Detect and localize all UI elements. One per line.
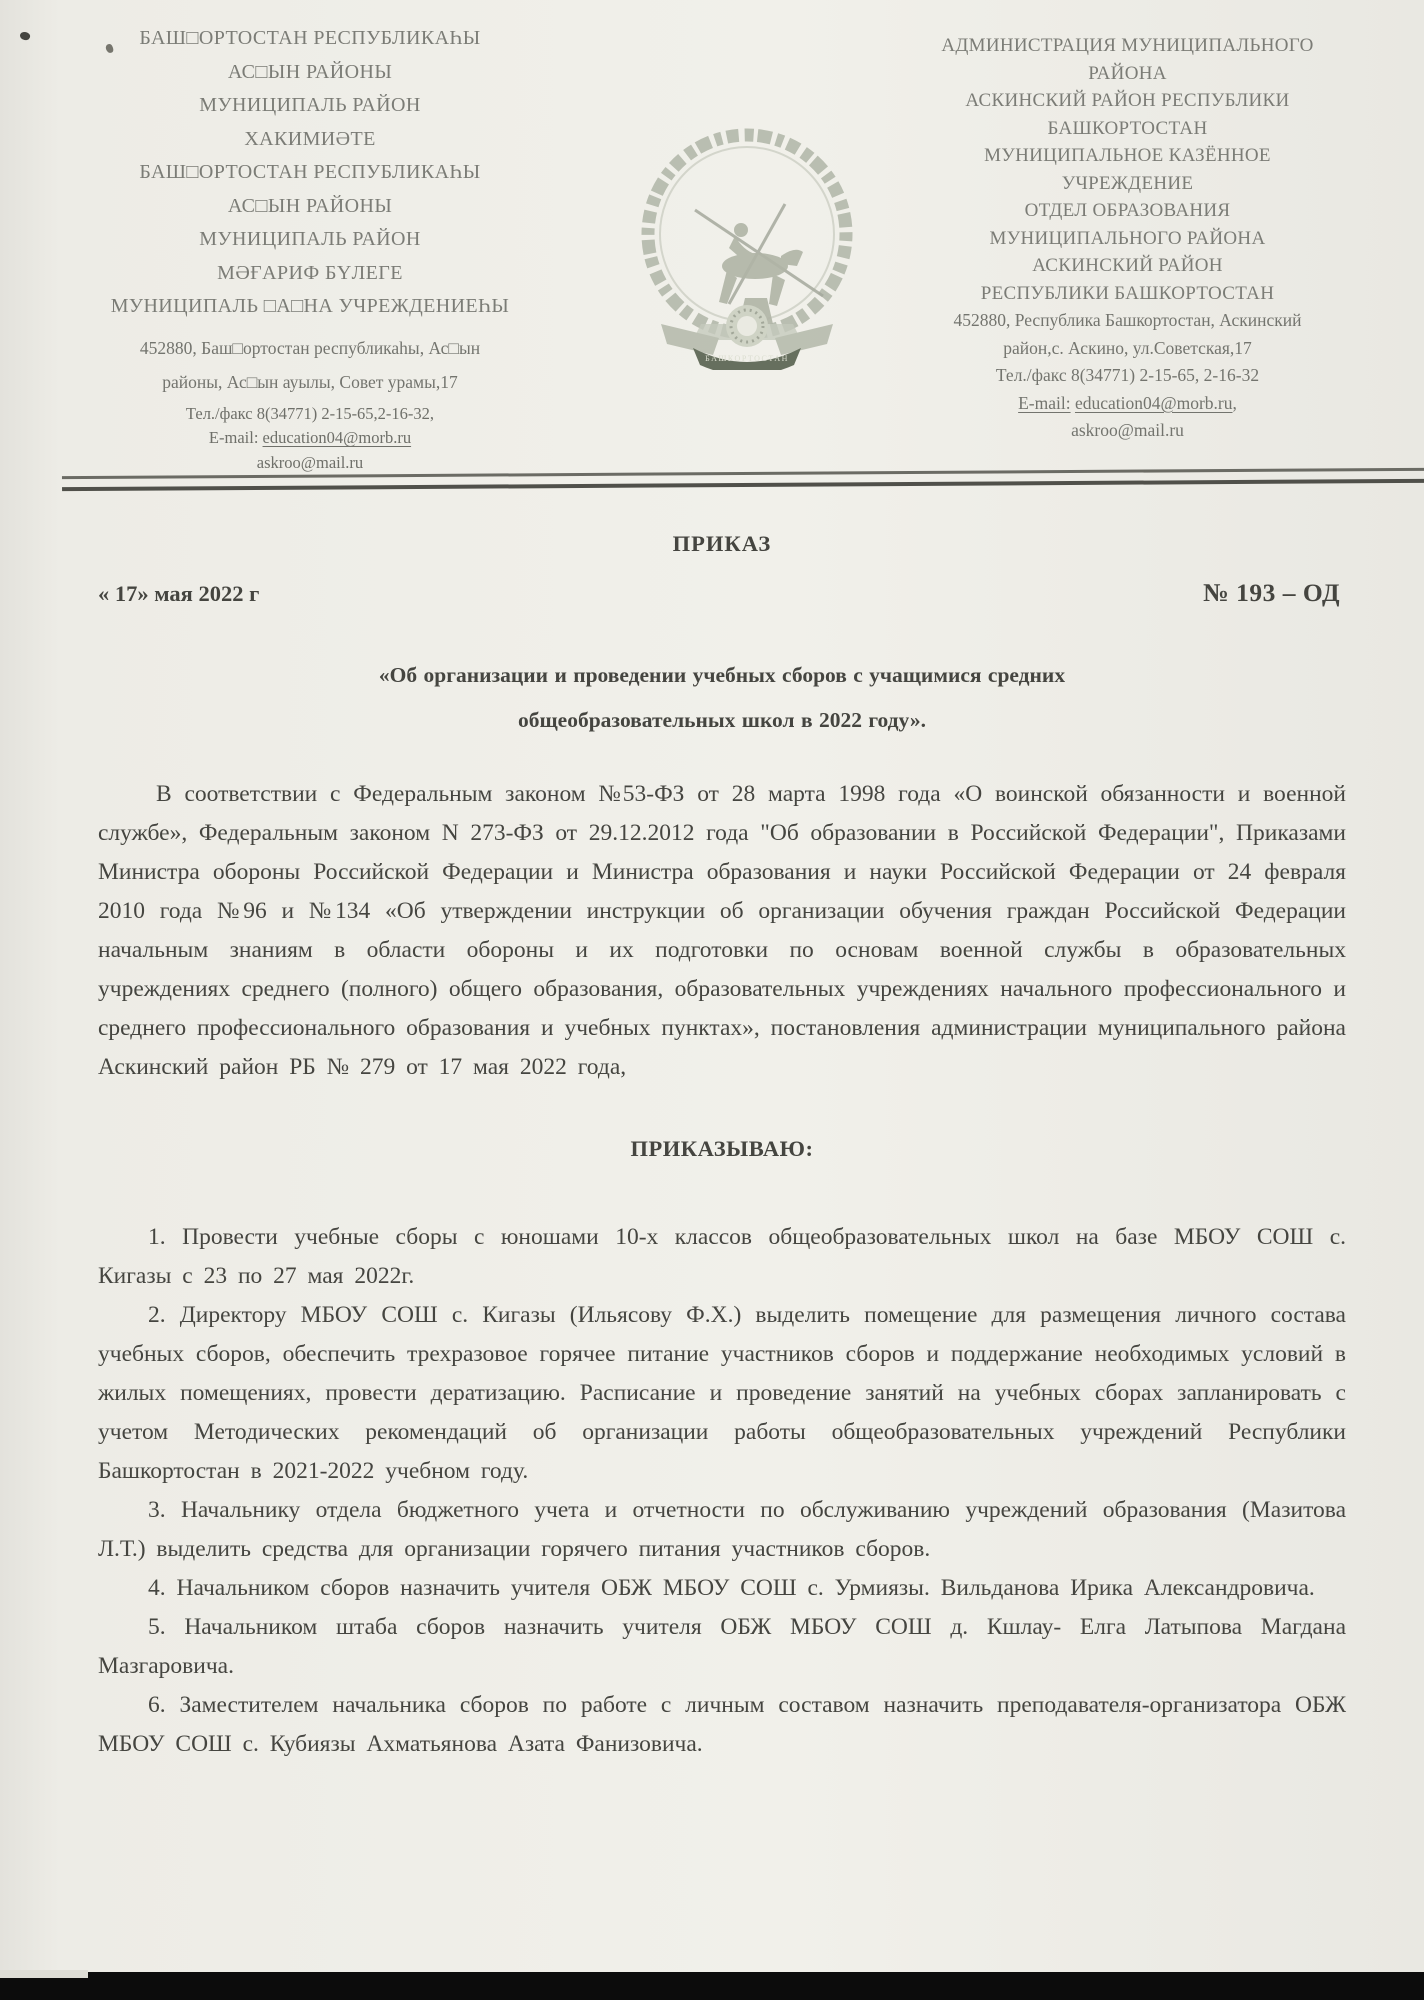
email-label: E-mail:	[208, 428, 263, 447]
document-type-title: ПРИКАЗ	[672, 531, 772, 556]
letterhead-line: БАШ□ОРТОСТАН РЕСПУБЛИКАҺЫ	[139, 27, 481, 49]
address-line: 452880, Баш□ортостан республикаһы, Ас□ын	[139, 337, 481, 358]
date-number-row	[98, 573, 1346, 613]
letterhead-line: АС□ЫН РАЙОНЫ	[227, 194, 393, 217]
order-item: 4. Начальником сборов назначить учителя ОБЖ МБОУ СОШ с. Урмиязы. Вильданова Ирика Александровича.	[148, 1575, 1315, 1601]
address-line: 452880, Республика Башкортостан, Аскинский	[953, 310, 1302, 330]
order-item: 6. Заместителем начальника сборов по работе с личным составом назначить преподавателя-организатора ОБЖ МБОУ СОШ с. Кубиязы Ахматьянова Азата Фанизовича.	[98, 1692, 1346, 1757]
order-item: 3. Начальнику отдела бюджетного учета и отчетности по обслуживанию учреждений образования (Мазитова Л.Т.) выделить средства для организации горячего питания участников сборов.	[98, 1497, 1346, 1562]
letterhead-line: МУНИЦИПАЛЬ РАЙОН	[199, 94, 421, 116]
phone-line: Тел./факс 8(34771) 2-15-65, 2-16-32	[995, 365, 1260, 385]
letterhead-line: ХАКИМИӘТЕ	[244, 127, 376, 150]
scan-edge-wedge	[0, 1970, 88, 1978]
letterhead-line: БАШКОРТОСТАН	[1047, 117, 1208, 139]
letterhead-line: БАШ□ОРТОСТАН РЕСПУБЛИКАҺЫ	[139, 161, 481, 183]
letterhead-bashkir	[92, 22, 528, 475]
subject-line: общеобразовательных школ в 2022 году».	[518, 708, 926, 732]
letterhead-line: МУНИЦИПАЛЬ □А□НА УЧРЕЖДЕНИЕҺЫ	[110, 295, 510, 317]
letterhead-line: АСКИНСКИЙ РАЙОН	[1032, 255, 1223, 276]
order-preamble: В соответствии с Федеральным законом №53-ФЗ от 28 марта 1998 года «О воинской обязанности и военной службе», Федеральным законом N 273-ФЗ от 29.12.2012 года "Об образовании в Российской Федерации", Приказами Министра обороны Российской Федерации и Министра образования и науки Российской Федерации от 24 февраля 2010 года №96 и №134 «Об утверждении инструкции об организации обучения граждан Российской Федерации начальным знаниям в области обороны и их подготовки по основам военной службы в образовательных учреждениях среднего (полного) общего образования, образовательных учреждениях начального профессионального и среднего профессионального образования и учебных пунктах», постановления администрации муниципального района Аскинский район РБ № 279 от 17 мая 2022 года,	[98, 781, 1346, 1080]
email-suffix: ,	[1232, 392, 1237, 413]
letterhead-line: АДМИНИСТРАЦИЯ МУНИЦИПАЛЬНОГО	[941, 35, 1314, 56]
letterhead-line: МУНИЦИПАЛЬНОГО РАЙОНА	[989, 227, 1266, 249]
bashkortostan-coat-of-arms-icon	[633, 118, 861, 370]
order-item: 2. Директору МБОУ СОШ с. Кигазы (Ильясову Ф.Х.) выделить помещение для размещения личного состава учебных сборов, обеспечить трехразовое горячее питание участников сборов и поддержание необходимых условий в жилых помещениях, провести дератизацию. Расписание и проведение занятий на учебных сборах запланировать с учетом Методических рекомендаций об организации работы общеобразовательных учреждений Республики Башкортостан в 2021-2022 учебном году.	[98, 1302, 1346, 1484]
letterhead-line: АС□ЫН РАЙОНЫ	[227, 60, 393, 83]
address-line: районы, Ас□ын ауылы, Совет урамы,17	[162, 371, 458, 392]
letterhead-line: ОТДЕЛ ОБРАЗОВАНИЯ	[1024, 200, 1231, 221]
order-number: № 193 – ОД	[1203, 578, 1340, 607]
order-item: 1. Провести учебные сборы с юношами 10-х классов общеобразовательных школ на базе МБОУ СОШ с. Кигазы с 23 по 27 мая 2022г.	[98, 1224, 1346, 1289]
phone-line: Тел./факс 8(34771) 2-15-65,2-16-32,	[185, 403, 435, 423]
letterhead-line: МУНИЦИПАЛЬНОЕ КАЗЁННОЕ	[984, 145, 1271, 166]
letterhead-line: АСКИНСКИЙ РАЙОН РЕСПУБЛИКИ	[965, 90, 1290, 111]
scan-speck	[19, 30, 31, 41]
email-address: education04@morb.ru	[1074, 392, 1233, 413]
order-items	[98, 1218, 1346, 1764]
order-body	[98, 520, 1346, 1764]
email-line	[92, 426, 528, 451]
scan-edge-artifact	[0, 1972, 1424, 2000]
emblem-band-text: БАШКОРТОСТАН	[705, 354, 789, 363]
subject-line: «Об организации и проведении учебных сборов с учащимися средних	[378, 663, 1066, 687]
address-line: район,с. Аскино, ул.Советская,17	[1003, 337, 1252, 358]
order-subject	[98, 653, 1346, 743]
order-date: « 17» мая 2022 г	[98, 581, 260, 606]
command-word: ПРИКАЗЫВАЮ:	[630, 1136, 814, 1161]
letterhead-line: МУНИЦИПАЛЬ РАЙОН	[199, 228, 421, 250]
email-address: education04@morb.ru	[262, 428, 412, 447]
order-item: 5. Начальником штаба сборов назначить учителя ОБЖ МБОУ СОШ д. Кшлау- Елга Латыпова Магдана Мазгаровича.	[98, 1614, 1346, 1679]
letterhead-russian	[855, 32, 1400, 445]
email-label: E-mail:	[1018, 392, 1071, 413]
letterhead-line: РАЙОНА	[1088, 62, 1167, 84]
email-line	[855, 390, 1400, 418]
letterhead-line: МӘҒАРИФ БҮЛЕГЕ	[217, 261, 403, 284]
email-line: askroo@mail.ru	[1071, 420, 1184, 440]
letterhead-line: УЧРЕЖДЕНИЕ	[1061, 172, 1194, 194]
email-line: askroo@mail.ru	[256, 452, 364, 472]
letterhead-line: РЕСПУБЛИКИ БАШКОРТОСТАН	[980, 282, 1275, 304]
